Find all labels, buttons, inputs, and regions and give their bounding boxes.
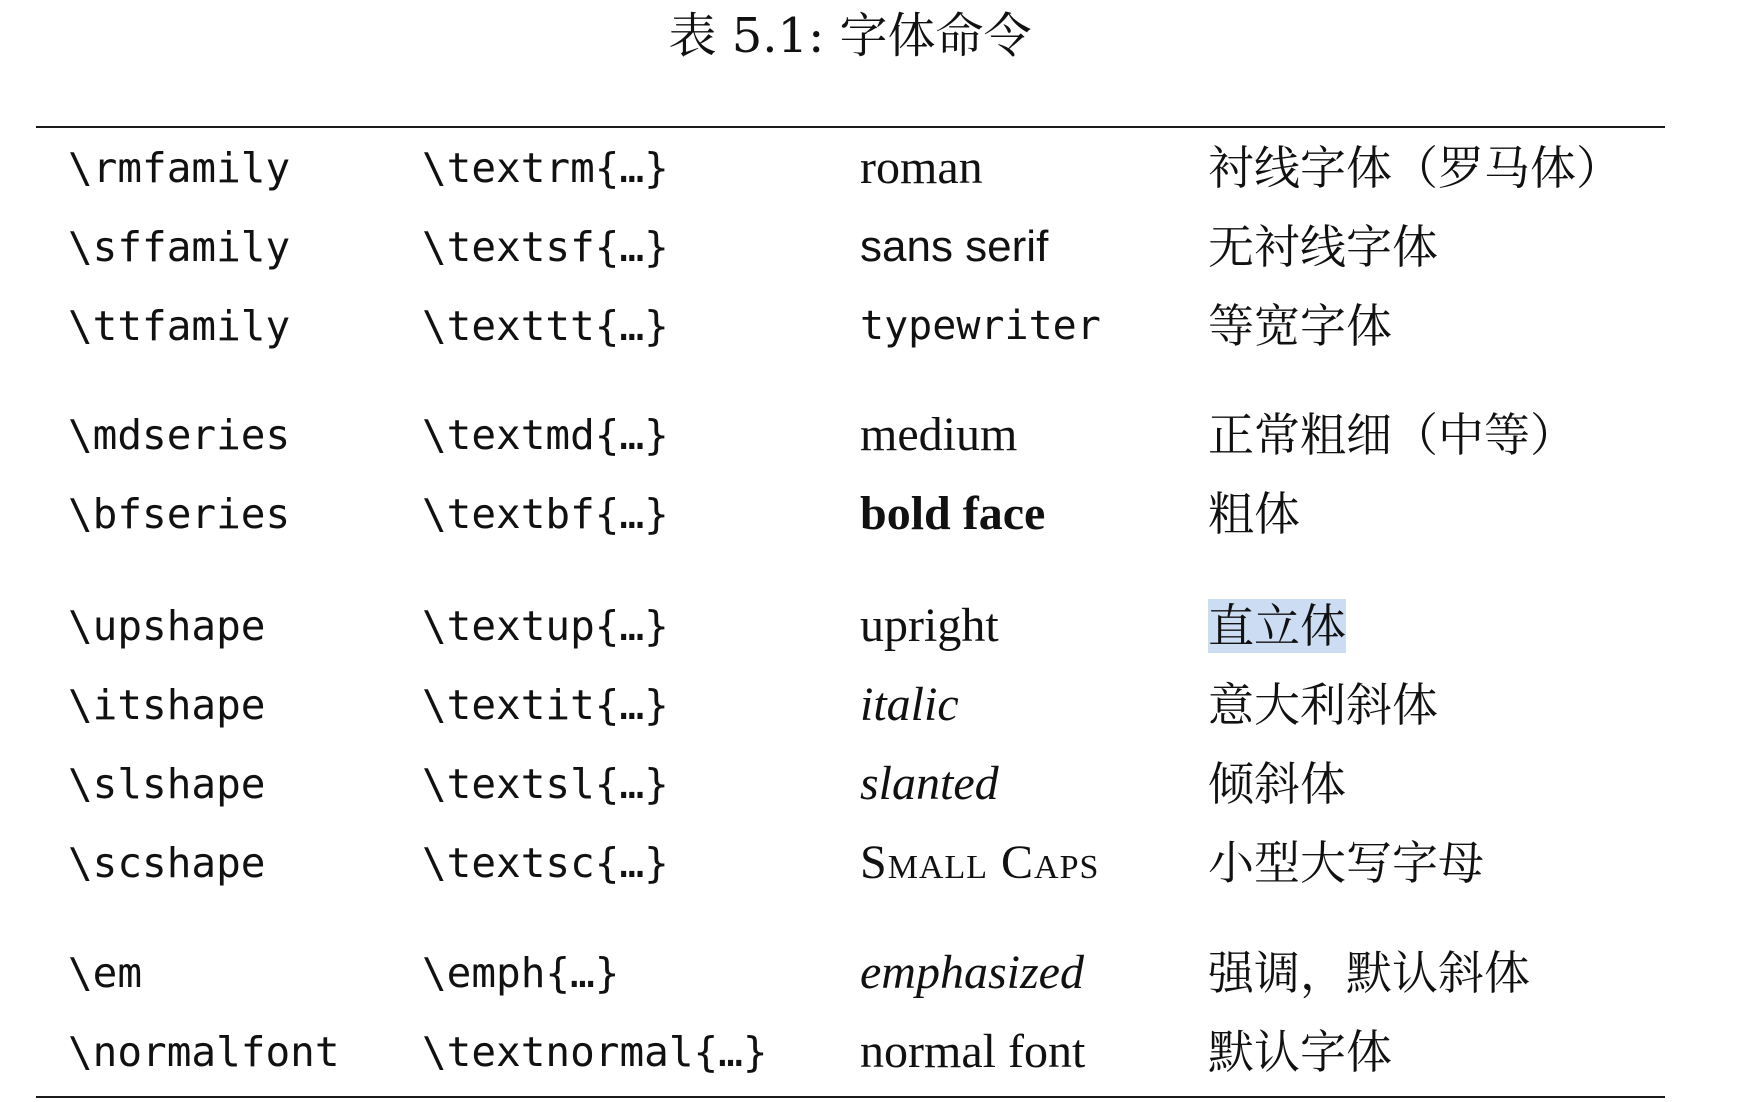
sample-cell[interactable]: Small Caps	[860, 836, 1100, 889]
sample-cell[interactable]: roman	[860, 141, 983, 194]
table-caption: 表 5.1: 字体命令	[668, 8, 1032, 64]
command-cell[interactable]: \textbf{…}	[422, 490, 669, 538]
table-row	[0, 752, 1748, 816]
declaration-cell[interactable]: \mdseries	[68, 411, 291, 459]
table-row	[0, 215, 1748, 279]
sample-cell[interactable]: emphasized	[860, 946, 1084, 999]
table-row	[0, 482, 1748, 546]
declaration-cell[interactable]: \rmfamily	[68, 144, 291, 192]
table-row	[0, 673, 1748, 737]
table-row	[0, 594, 1748, 658]
declaration-cell[interactable]: \normalfont	[68, 1028, 340, 1076]
command-cell[interactable]: \textup{…}	[422, 602, 669, 650]
description-cell[interactable]: 强调，默认斜体	[1208, 946, 1530, 1000]
description-cell[interactable]: 等宽字体	[1208, 299, 1392, 353]
description-cell[interactable]: 倾斜体	[1208, 757, 1346, 811]
description-cell[interactable]: 意大利斜体	[1208, 678, 1438, 732]
declaration-cell[interactable]: \ttfamily	[68, 302, 291, 350]
description-cell[interactable]: 粗体	[1208, 487, 1300, 541]
sample-cell[interactable]: normal font	[860, 1025, 1086, 1078]
table-bottom-rule	[36, 1096, 1665, 1098]
declaration-cell[interactable]: \scshape	[68, 839, 266, 887]
table-row	[0, 294, 1748, 358]
command-cell[interactable]: \textmd{…}	[422, 411, 669, 459]
command-cell[interactable]: \texttt{…}	[422, 302, 669, 350]
sample-cell[interactable]: italic	[860, 678, 959, 731]
sample-cell[interactable]: medium	[860, 408, 1018, 461]
description-cell[interactable]: 无衬线字体	[1208, 220, 1438, 274]
sample-cell[interactable]: sans serif	[860, 222, 1049, 271]
description-cell[interactable]: 默认字体	[1208, 1025, 1392, 1079]
sample-cell[interactable]: bold face	[860, 487, 1046, 540]
text-selection-highlight[interactable]: 直立体	[1208, 599, 1346, 653]
declaration-cell[interactable]: \sffamily	[68, 223, 291, 271]
declaration-cell[interactable]: \upshape	[68, 602, 266, 650]
description-cell[interactable]: 正常粗细（中等）	[1208, 408, 1576, 462]
sample-cell[interactable]: typewriter	[860, 303, 1101, 349]
description-cell[interactable]: 小型大写字母	[1208, 836, 1484, 890]
command-cell[interactable]: \textnormal{…}	[422, 1028, 768, 1076]
command-cell[interactable]: \textsf{…}	[422, 223, 669, 271]
table-row	[0, 941, 1748, 1005]
table-row	[0, 1020, 1748, 1084]
declaration-cell[interactable]: \bfseries	[68, 490, 291, 538]
command-cell[interactable]: \emph{…}	[422, 949, 620, 997]
description-cell[interactable]	[1208, 594, 1346, 658]
command-cell[interactable]: \textsc{…}	[422, 839, 669, 887]
declaration-cell[interactable]: \em	[68, 949, 143, 997]
description-cell[interactable]: 衬线字体（罗马体）	[1208, 141, 1622, 195]
table-row	[0, 403, 1748, 467]
table-row	[0, 136, 1748, 200]
declaration-cell[interactable]: \itshape	[68, 681, 266, 729]
sample-cell[interactable]: slanted	[860, 757, 999, 810]
command-cell[interactable]: \textrm{…}	[422, 144, 669, 192]
command-cell[interactable]: \textsl{…}	[422, 760, 669, 808]
table-row	[0, 831, 1748, 895]
sample-cell[interactable]: upright	[860, 599, 999, 652]
declaration-cell[interactable]: \slshape	[68, 760, 266, 808]
command-cell[interactable]: \textit{…}	[422, 681, 669, 729]
